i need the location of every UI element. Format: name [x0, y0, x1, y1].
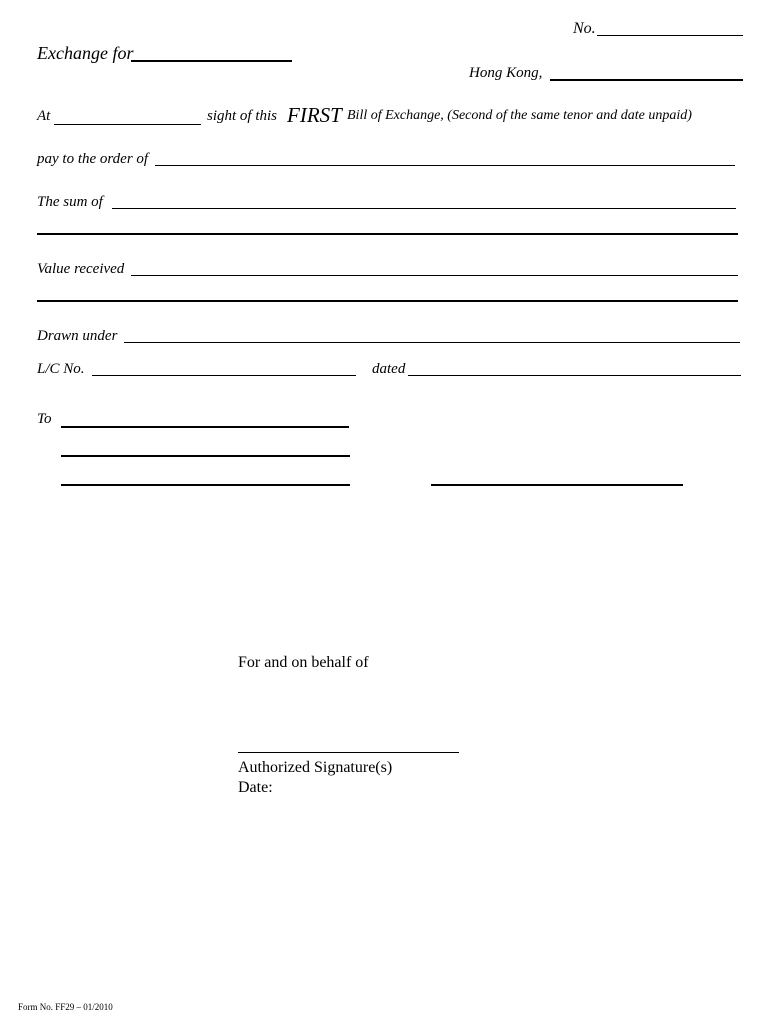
pay-to-order-field[interactable]: [155, 165, 735, 166]
at-label: At: [37, 108, 51, 124]
authorized-signature-label: Authorized Signature(s): [238, 759, 393, 776]
drawn-under-label: Drawn under: [37, 328, 118, 344]
for-and-on-behalf-of: For and on behalf of: [238, 654, 369, 671]
drawer-field[interactable]: [431, 484, 683, 486]
form-number: Form No. FF29 – 01/2010: [18, 1002, 113, 1012]
no-field[interactable]: [597, 35, 743, 36]
to-field-line-1[interactable]: [61, 426, 349, 428]
signature-field[interactable]: [238, 752, 459, 753]
exchange-for-label: Exchange for: [37, 43, 134, 63]
pay-to-order-label: pay to the order of: [37, 151, 149, 167]
value-received-field[interactable]: [131, 275, 738, 276]
to-label: To: [37, 411, 52, 427]
lc-no-label: L/C No.: [37, 361, 85, 377]
dated-label: dated: [372, 361, 406, 377]
exchange-for-field[interactable]: [131, 60, 292, 62]
no-label: No.: [573, 20, 596, 37]
sum-of-label: The sum of: [37, 194, 103, 210]
first-word: FIRST: [287, 103, 342, 127]
hong-kong-label: Hong Kong,: [469, 65, 543, 81]
value-received-field-line-2[interactable]: [37, 300, 738, 302]
sum-of-field-line-2[interactable]: [37, 233, 738, 235]
date-label: Date:: [238, 779, 273, 796]
to-field-line-2[interactable]: [61, 455, 350, 457]
lc-no-field[interactable]: [92, 375, 356, 376]
drawn-under-field[interactable]: [124, 342, 740, 343]
hong-kong-date-field[interactable]: [550, 79, 743, 81]
at-field[interactable]: [54, 124, 201, 125]
value-received-label: Value received: [37, 261, 125, 277]
bill-of-exchange-text: Bill of Exchange, (Second of the same tenor and date unpaid): [347, 108, 692, 123]
dated-field[interactable]: [408, 375, 741, 376]
sight-text: sight of this: [207, 108, 278, 124]
to-field-line-3[interactable]: [61, 484, 350, 486]
sum-of-field[interactable]: [112, 208, 736, 209]
